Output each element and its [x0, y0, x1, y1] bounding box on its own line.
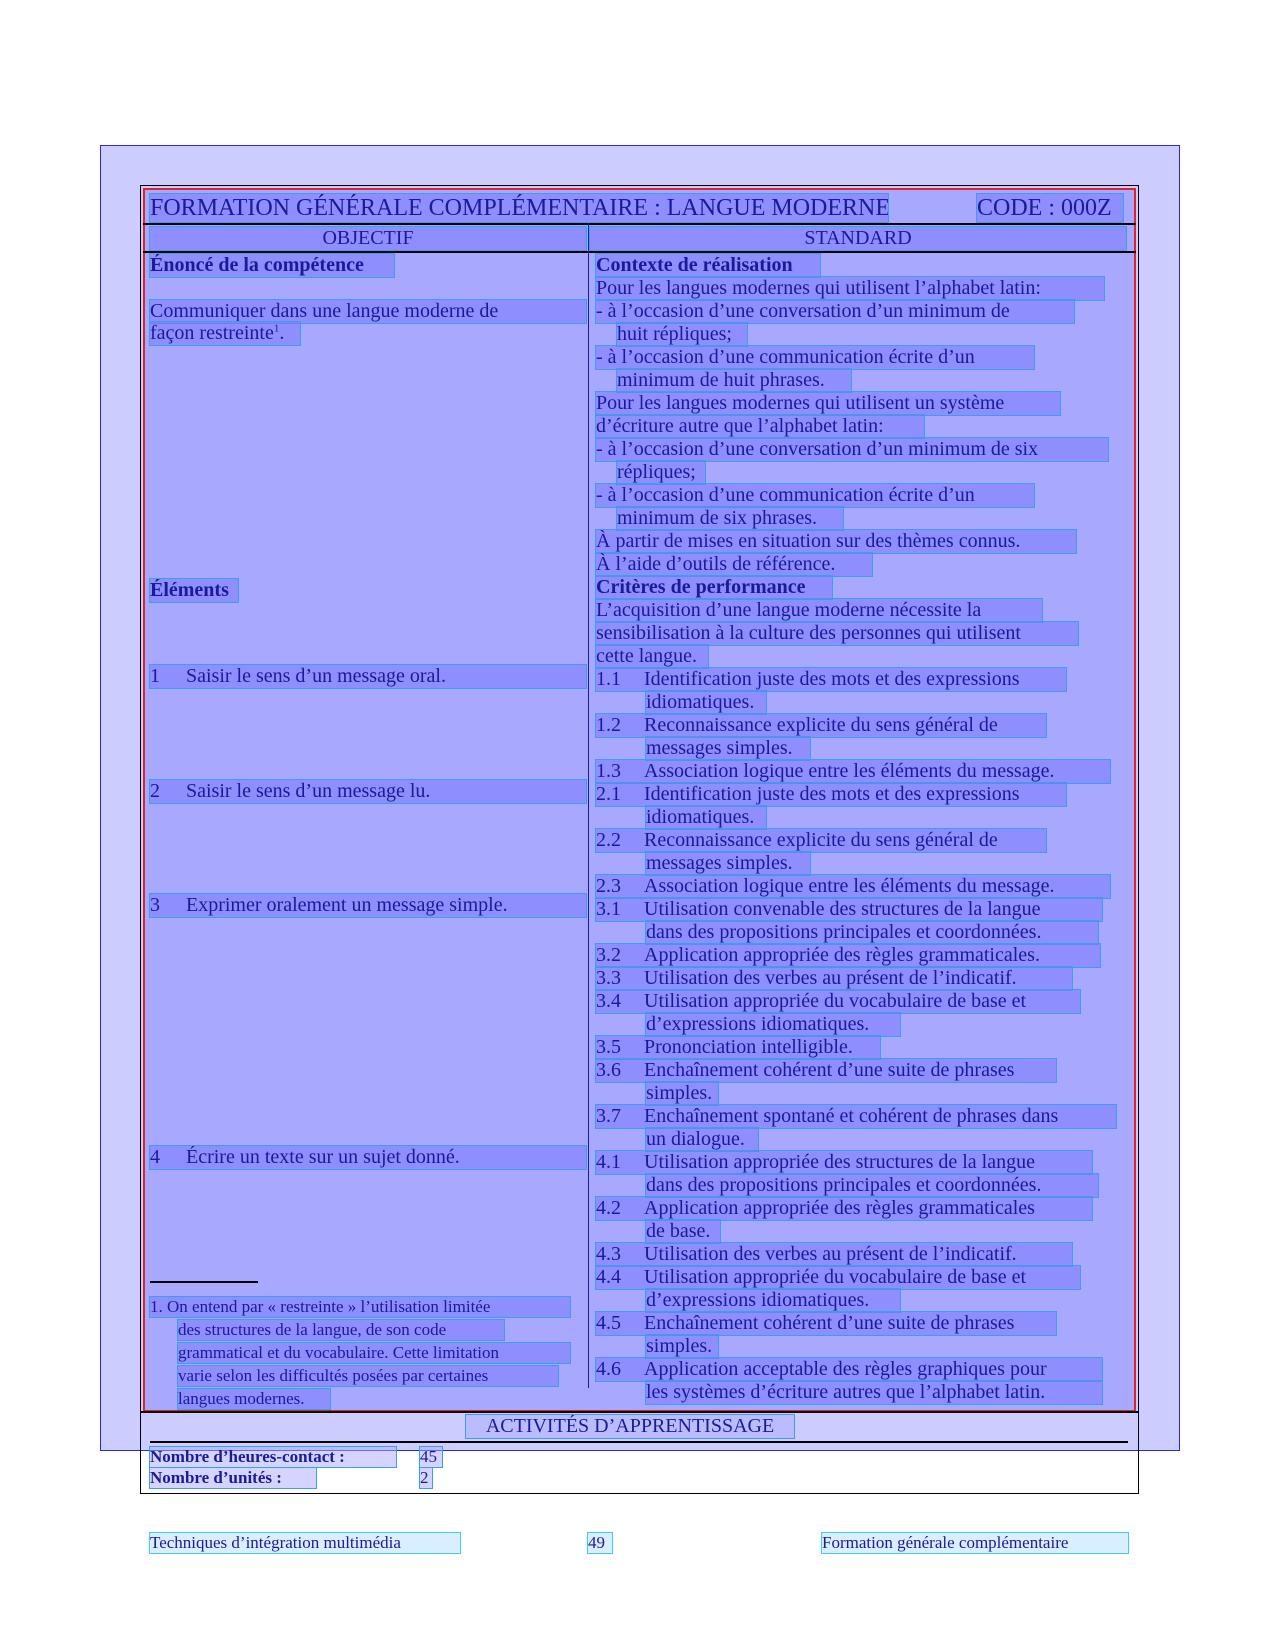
criterion-item: 3.3 Utilisation des verbes au présent de l’indicatif. — [596, 967, 1072, 990]
contexte-line: Pour les langues modernes qui utilisent l’alphabet latin: — [596, 277, 1104, 300]
criterion-item: 3.4 Utilisation appropriée du vocabulaire de base et — [596, 990, 1080, 1013]
footer-section: Formation générale complémentaire — [822, 1533, 1128, 1553]
contexte-line: - à l’occasion d’une communication écrite d’un — [596, 484, 1034, 507]
contact-hours-value: 45 — [420, 1447, 442, 1467]
footer-program: Techniques d’intégration multimédia — [150, 1533, 460, 1553]
criterion-continuation: idiomatiques. — [646, 806, 766, 829]
footnote-separator — [150, 1281, 258, 1283]
column-divider — [588, 223, 589, 1388]
criterion-continuation: d’expressions idiomatiques. — [646, 1289, 900, 1312]
criterion-item: 2.2 Reconnaissance explicite du sens général de — [596, 829, 1046, 852]
contexte-line: À l’aide d’outils de référence. — [596, 553, 872, 576]
element-item: 4 Écrire un texte sur un sujet donné. — [150, 1146, 586, 1169]
criterion-continuation: un dialogue. — [646, 1128, 758, 1151]
criterion-item: 3.1 Utilisation convenable des structures de la langue — [596, 898, 1102, 921]
competence-text: façon restreinte$^1$. — [150, 322, 300, 345]
footnote-text: des structures de la langue, de son code — [178, 1320, 504, 1340]
contexte-heading: Contexte de réalisation — [596, 254, 820, 277]
column-header-objectif: OBJECTIF — [150, 227, 586, 250]
activities-title: ACTIVITÉS D’APPRENTISSAGE — [466, 1415, 794, 1438]
criterion-continuation: messages simples. — [646, 852, 810, 875]
criterion-continuation: messages simples. — [646, 737, 810, 760]
criteres-heading: Critères de performance — [596, 576, 832, 599]
criterion-continuation: idiomatiques. — [646, 691, 766, 714]
competence-text: Communiquer dans une langue moderne de — [150, 300, 586, 323]
criteres-intro: L’acquisition d’une langue moderne nécessite la — [596, 599, 1042, 622]
criterion-continuation: dans des propositions principales et coordonnées. — [646, 1174, 1098, 1197]
units-label: Nombre d’unités : — [150, 1468, 316, 1488]
criterion-item: 4.1 Utilisation appropriée des structures de la langue — [596, 1151, 1092, 1174]
criterion-item: 4.2 Application appropriée des règles grammaticales — [596, 1197, 1092, 1220]
activities-underline — [150, 1441, 1128, 1443]
criterion-item: 1.2 Reconnaissance explicite du sens général de — [596, 714, 1046, 737]
criterion-continuation: simples. — [646, 1335, 718, 1358]
course-code: CODE : 000Z — [977, 194, 1123, 222]
criterion-item: 1.3 Association logique entre les éléments du message. — [596, 760, 1110, 783]
contexte-line: minimum de six phrases. — [617, 507, 843, 530]
criterion-item: 2.1 Identification juste des mots et des expressions — [596, 783, 1066, 806]
contact-hours-label: Nombre d’heures-contact : — [150, 1447, 396, 1467]
criterion-continuation: de base. — [646, 1220, 720, 1243]
contexte-line: À partir de mises en situation sur des thèmes connus. — [596, 530, 1076, 553]
contexte-line: Pour les langues modernes qui utilisent un système — [596, 392, 1060, 415]
criterion-continuation: dans des propositions principales et coordonnées. — [646, 921, 1098, 944]
criterion-item: 3.5 Prononciation intelligible. — [596, 1036, 880, 1059]
header-divider — [143, 223, 1136, 225]
criterion-continuation: simples. — [646, 1082, 718, 1105]
contexte-line: - à l’occasion d’une communication écrite d’un — [596, 346, 1034, 369]
criterion-item: 4.4 Utilisation appropriée du vocabulaire de base et — [596, 1266, 1080, 1289]
contexte-line: d’écriture autre que l’alphabet latin: — [596, 415, 924, 438]
criteres-intro: sensibilisation à la culture des personnes qui utilisent — [596, 622, 1078, 645]
competence-heading: Énoncé de la compétence — [150, 254, 394, 277]
criterion-continuation: d’expressions idiomatiques. — [646, 1013, 900, 1036]
column-header-divider — [143, 251, 1136, 253]
criteres-intro: cette langue. — [596, 645, 708, 668]
element-item: 2 Saisir le sens d’un message lu. — [150, 780, 586, 803]
page-number: 49 — [588, 1533, 612, 1553]
contexte-line: minimum de huit phrases. — [617, 369, 851, 392]
footnote-ref: 1 — [273, 322, 280, 335]
criterion-item: 4.3 Utilisation des verbes au présent de l’indicatif. — [596, 1243, 1072, 1266]
contexte-line: - à l’occasion d’une conversation d’un minimum de — [596, 300, 1074, 323]
criterion-item: 3.7 Enchaînement spontané et cohérent de phrases dans — [596, 1105, 1116, 1128]
criterion-item: 2.3 Association logique entre les éléments du message. — [596, 875, 1110, 898]
footnote-text: varie selon les difficultés posées par certaines — [178, 1366, 558, 1386]
activities-divider — [140, 1411, 1139, 1413]
element-item: 3 Exprimer oralement un message simple. — [150, 894, 586, 917]
criterion-item: 4.6 Application acceptable des règles graphiques pour — [596, 1358, 1102, 1381]
course-title: FORMATION GÉNÉRALE COMPLÉMENTAIRE : LANGUE MODERNE — [150, 195, 891, 221]
column-header-standard: STANDARD — [590, 227, 1126, 250]
footnote-text: 1. On entend par « restreinte » l’utilisation limitée — [150, 1297, 570, 1317]
criterion-continuation: les systèmes d’écriture autres que l’alphabet latin. — [646, 1381, 1102, 1404]
criterion-item: 3.2 Application appropriée des règles grammaticales. — [596, 944, 1100, 967]
elements-heading: Éléments — [150, 579, 238, 602]
criterion-item: 3.6 Enchaînement cohérent d’une suite de phrases — [596, 1059, 1056, 1082]
contexte-line: huit répliques; — [617, 323, 747, 346]
criterion-item: 1.1 Identification juste des mots et des expressions — [596, 668, 1066, 691]
element-item: 1 Saisir le sens d’un message oral. — [150, 665, 586, 688]
contexte-line: - à l’occasion d’une conversation d’un minimum de six — [596, 438, 1108, 461]
footnote-text: grammatical et du vocabulaire. Cette limitation — [178, 1343, 570, 1363]
contexte-line: répliques; — [617, 461, 705, 484]
units-value: 2 — [420, 1468, 432, 1488]
criterion-item: 4.5 Enchaînement cohérent d’une suite de phrases — [596, 1312, 1056, 1335]
footnote-text: langues modernes. — [178, 1389, 330, 1409]
